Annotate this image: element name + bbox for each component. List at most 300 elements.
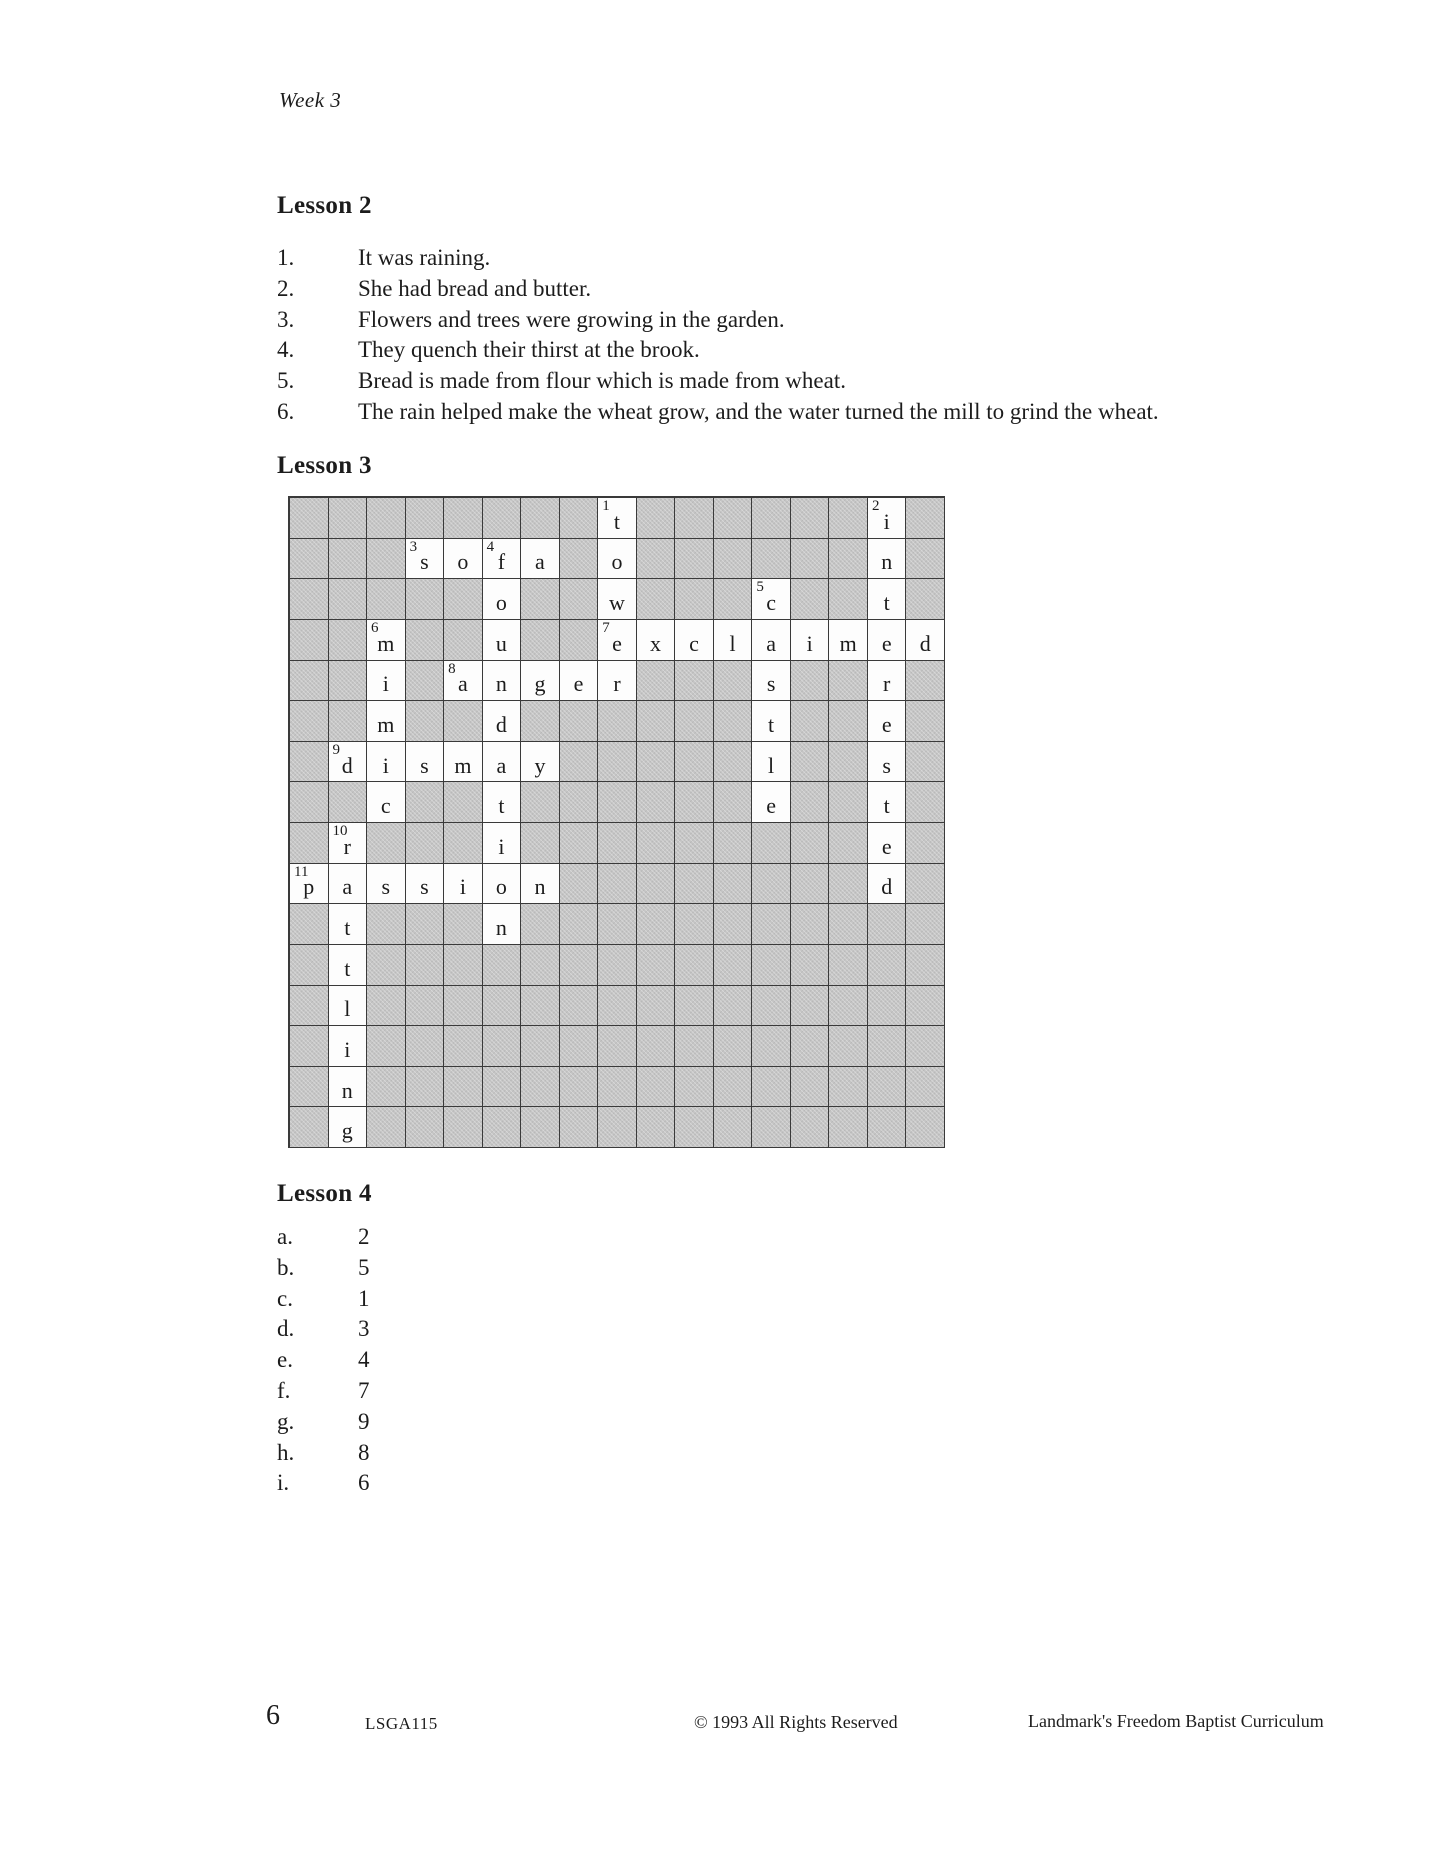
crossword-blocked-cell [290, 823, 329, 864]
crossword-blocked-cell [406, 904, 445, 945]
crossword-blocked-cell [521, 904, 560, 945]
answer-letter: e. [277, 1347, 293, 1373]
crossword-letter-cell [406, 539, 445, 580]
crossword-letter-cell [521, 864, 560, 905]
crossword-blocked-cell [829, 945, 868, 986]
crossword-blocked-cell [714, 661, 753, 702]
crossword-blocked-cell [367, 945, 406, 986]
crossword-blocked-cell [560, 1067, 599, 1108]
crossword-letter: c [766, 590, 776, 616]
crossword-letter: t [344, 955, 351, 981]
crossword-letter: o [495, 874, 507, 900]
crossword-letter: s [420, 752, 429, 778]
crossword-letter-cell [868, 539, 907, 580]
crossword-blocked-cell [906, 579, 945, 620]
crossword-letter: n [881, 549, 893, 575]
crossword-blocked-cell [675, 1067, 714, 1108]
crossword-blocked-cell [829, 782, 868, 823]
crossword-letter-cell [637, 620, 676, 661]
crossword-blocked-cell [675, 1107, 714, 1148]
answer-value: 6 [358, 1470, 370, 1496]
answer-number: 1. [277, 245, 295, 270]
crossword-blocked-cell [406, 661, 445, 702]
crossword-blocked-cell [829, 579, 868, 620]
crossword-blocked-cell [637, 986, 676, 1027]
crossword-letter: n [341, 1077, 353, 1103]
crossword-blocked-cell [483, 1026, 522, 1067]
crossword-blocked-cell [560, 823, 599, 864]
crossword-blocked-cell [675, 823, 714, 864]
crossword-blocked-cell [906, 539, 945, 580]
crossword-letter-cell [752, 701, 791, 742]
crossword-letter-cell [521, 539, 560, 580]
crossword-blocked-cell [290, 661, 329, 702]
crossword-blocked-cell [791, 823, 830, 864]
crossword-letter-cell [483, 782, 522, 823]
crossword-blocked-cell [714, 539, 753, 580]
crossword-blocked-cell [829, 1067, 868, 1108]
crossword-letter-cell [868, 498, 907, 539]
crossword-blocked-cell [791, 782, 830, 823]
crossword-blocked-cell [598, 904, 637, 945]
crossword-letter: t [498, 793, 505, 819]
crossword-blocked-cell [367, 986, 406, 1027]
crossword-clue-number: 8 [448, 660, 456, 677]
answer-item [277, 1222, 370, 1253]
answer-item [277, 1376, 370, 1407]
crossword-letter-cell [598, 498, 637, 539]
crossword-letter: l [729, 630, 736, 656]
crossword-blocked-cell [483, 498, 522, 539]
crossword-blocked-cell [714, 864, 753, 905]
crossword-letter: a [496, 752, 507, 778]
answer-value: 4 [358, 1347, 370, 1373]
crossword-letter: y [534, 752, 546, 778]
crossword-blocked-cell [714, 579, 753, 620]
crossword-clue-number: 4 [486, 538, 495, 555]
crossword-letter: e [573, 671, 584, 697]
crossword-blocked-cell [637, 701, 676, 742]
crossword-blocked-cell [483, 986, 522, 1027]
crossword-letter: o [495, 590, 507, 616]
answer-item [277, 366, 1377, 397]
crossword-blocked-cell [444, 1026, 483, 1067]
crossword-blocked-cell [829, 1026, 868, 1067]
crossword-blocked-cell [560, 945, 599, 986]
crossword-blocked-cell [791, 945, 830, 986]
copyright-notice: © 1993 All Rights Reserved [694, 1712, 898, 1732]
crossword-letter-cell [329, 1026, 368, 1067]
crossword-letter-cell [483, 620, 522, 661]
crossword-blocked-cell [714, 701, 753, 742]
crossword-letter-cell [367, 742, 406, 783]
crossword-letter-cell [367, 701, 406, 742]
crossword-blocked-cell [367, 1067, 406, 1108]
crossword-letter-cell [444, 742, 483, 783]
crossword-letter: c [380, 793, 391, 819]
crossword-blocked-cell [444, 498, 483, 539]
crossword-blocked-cell [406, 986, 445, 1027]
crossword-blocked-cell [906, 864, 945, 905]
crossword-blocked-cell [406, 498, 445, 539]
crossword-blocked-cell [367, 1026, 406, 1067]
crossword-blocked-cell [290, 1067, 329, 1108]
answer-letter: f. [277, 1377, 291, 1403]
crossword-letter-cell [444, 539, 483, 580]
lesson3-title: Lesson 3 [277, 452, 372, 479]
crossword-blocked-cell [637, 1026, 676, 1067]
crossword-blocked-cell [637, 742, 676, 783]
crossword-blocked-cell [675, 904, 714, 945]
crossword-blocked-cell [444, 1107, 483, 1148]
answer-item [277, 1345, 370, 1376]
crossword-blocked-cell [868, 1067, 907, 1108]
crossword-letter: a [342, 874, 353, 900]
crossword-blocked-cell [637, 864, 676, 905]
crossword-letter: t [344, 915, 351, 941]
crossword-letter: s [420, 549, 429, 575]
crossword-blocked-cell [675, 1026, 714, 1067]
crossword-letter: s [381, 874, 391, 900]
crossword-letter: i [382, 752, 389, 778]
crossword-letter: m [839, 630, 857, 656]
crossword-letter-cell [791, 620, 830, 661]
crossword-letter: l [768, 752, 775, 778]
crossword-blocked-cell [906, 498, 945, 539]
crossword-letter: x [650, 630, 662, 656]
crossword-blocked-cell [560, 986, 599, 1027]
crossword-letter-cell [329, 823, 368, 864]
crossword-blocked-cell [483, 1067, 522, 1108]
crossword-blocked-cell [868, 904, 907, 945]
crossword-letter: m [454, 752, 472, 778]
week-label: Week 3 [279, 88, 342, 112]
crossword-letter: c [689, 630, 699, 656]
crossword-letter: a [766, 630, 776, 656]
crossword-blocked-cell [791, 1067, 830, 1108]
crossword-letter-cell [329, 945, 368, 986]
crossword-blocked-cell [521, 579, 560, 620]
answer-letter: i. [277, 1470, 290, 1496]
crossword-letter-cell [868, 823, 907, 864]
crossword-blocked-cell [791, 742, 830, 783]
crossword-blocked-cell [444, 782, 483, 823]
crossword-blocked-cell [906, 904, 945, 945]
crossword-clue-number: 7 [602, 619, 610, 636]
crossword-blocked-cell [675, 945, 714, 986]
crossword-letter-cell [329, 864, 368, 905]
crossword-letter-cell [560, 661, 599, 702]
crossword-blocked-cell [290, 498, 329, 539]
crossword-blocked-cell [906, 782, 945, 823]
crossword-letter: w [609, 590, 625, 616]
crossword-blocked-cell [791, 1026, 830, 1067]
crossword-blocked-cell [290, 742, 329, 783]
crossword-letter-cell [714, 620, 753, 661]
answer-letter: a. [277, 1224, 293, 1249]
crossword-blocked-cell [791, 986, 830, 1027]
crossword-blocked-cell [637, 945, 676, 986]
answer-item [277, 1407, 370, 1438]
lesson4-title: Lesson 4 [277, 1180, 372, 1207]
crossword-blocked-cell [637, 579, 676, 620]
crossword-letter-cell [598, 579, 637, 620]
crossword-blocked-cell [329, 782, 368, 823]
crossword-letter-cell [752, 782, 791, 823]
crossword-letter: i [498, 833, 505, 859]
crossword-letter: u [495, 630, 507, 656]
crossword-letter-cell [367, 661, 406, 702]
crossword-blocked-cell [521, 1067, 560, 1108]
crossword-letter-cell [752, 742, 791, 783]
crossword-blocked-cell [868, 986, 907, 1027]
crossword-letter: f [497, 549, 506, 575]
crossword-letter-cell [829, 620, 868, 661]
answer-item [277, 1253, 370, 1284]
crossword-letter: n [495, 915, 507, 941]
crossword-blocked-cell [752, 904, 791, 945]
crossword-blocked-cell [444, 823, 483, 864]
crossword-blocked-cell [367, 904, 406, 945]
crossword-clue-number: 3 [409, 538, 418, 555]
crossword-blocked-cell [829, 864, 868, 905]
answer-item [277, 274, 1377, 305]
crossword-blocked-cell [406, 823, 445, 864]
crossword-letter: s [766, 671, 776, 697]
crossword-letter: e [766, 793, 776, 819]
crossword-blocked-cell [521, 823, 560, 864]
crossword-letter: d [919, 630, 931, 656]
answer-text: Flowers and trees were growing in the garden. [358, 306, 785, 332]
crossword-blocked-cell [791, 539, 830, 580]
crossword-blocked-cell [791, 661, 830, 702]
crossword-blocked-cell [714, 498, 753, 539]
crossword-blocked-cell [752, 864, 791, 905]
crossword-letter-cell [367, 620, 406, 661]
crossword-letter-cell [406, 864, 445, 905]
crossword-blocked-cell [560, 1107, 599, 1148]
crossword-blocked-cell [521, 782, 560, 823]
crossword-letter-cell [329, 742, 368, 783]
crossword-letter-cell [598, 620, 637, 661]
crossword-letter-cell [868, 620, 907, 661]
crossword-blocked-cell [560, 742, 599, 783]
crossword-blocked-cell [791, 1107, 830, 1148]
crossword-blocked-cell [444, 701, 483, 742]
crossword-letter-cell [329, 1107, 368, 1148]
crossword-letter-cell [483, 823, 522, 864]
crossword-letter-cell [868, 742, 907, 783]
crossword-letter-cell [483, 579, 522, 620]
crossword-letter-cell [752, 620, 791, 661]
crossword-blocked-cell [521, 986, 560, 1027]
crossword-blocked-cell [329, 620, 368, 661]
crossword-letter: t [883, 793, 890, 819]
answer-value: 2 [358, 1224, 370, 1249]
answer-value: 7 [358, 1377, 370, 1403]
crossword-blocked-cell [637, 539, 676, 580]
answer-letter: d. [277, 1316, 295, 1342]
crossword-blocked-cell [675, 539, 714, 580]
crossword-blocked-cell [521, 620, 560, 661]
crossword-clue-number: 9 [332, 741, 341, 758]
crossword-blocked-cell [714, 782, 753, 823]
crossword-letter: e [881, 711, 892, 737]
crossword-letter: r [883, 671, 891, 697]
crossword-blocked-cell [906, 986, 945, 1027]
crossword-blocked-cell [829, 701, 868, 742]
crossword-blocked-cell [637, 782, 676, 823]
crossword-letter: d [341, 752, 353, 778]
crossword-letter: i [806, 630, 813, 656]
crossword-blocked-cell [906, 823, 945, 864]
crossword-blocked-cell [714, 945, 753, 986]
crossword-letter-cell [521, 661, 560, 702]
crossword-blocked-cell [521, 945, 560, 986]
answer-number: 4. [277, 337, 295, 363]
crossword-letter-cell [290, 864, 329, 905]
crossword-blocked-cell [290, 1026, 329, 1067]
crossword-blocked-cell [675, 661, 714, 702]
crossword-letter-cell [868, 579, 907, 620]
answer-item [277, 335, 1377, 366]
crossword-blocked-cell [868, 1026, 907, 1067]
crossword-blocked-cell [290, 701, 329, 742]
crossword-blocked-cell [675, 579, 714, 620]
answer-letter: g. [277, 1408, 295, 1434]
crossword-blocked-cell [675, 864, 714, 905]
crossword-grid [288, 496, 945, 1148]
answer-text: She had bread and butter. [358, 275, 592, 301]
answer-item [277, 397, 1377, 428]
crossword-blocked-cell [714, 1067, 753, 1108]
crossword-letter-cell [598, 661, 637, 702]
crossword-blocked-cell [521, 701, 560, 742]
crossword-blocked-cell [752, 986, 791, 1027]
crossword-letter-cell [483, 904, 522, 945]
crossword-blocked-cell [521, 1026, 560, 1067]
crossword-letter: r [343, 833, 351, 859]
crossword-letter-cell [521, 742, 560, 783]
crossword-blocked-cell [290, 1107, 329, 1148]
crossword-blocked-cell [367, 498, 406, 539]
answer-item [277, 1284, 370, 1315]
crossword-letter: i [382, 671, 389, 697]
crossword-blocked-cell [829, 539, 868, 580]
crossword-blocked-cell [906, 742, 945, 783]
crossword-blocked-cell [406, 1107, 445, 1148]
crossword-blocked-cell [560, 1026, 599, 1067]
crossword-blocked-cell [906, 1026, 945, 1067]
crossword-blocked-cell [906, 1107, 945, 1148]
crossword-letter: a [535, 549, 545, 575]
crossword-letter: l [344, 996, 351, 1022]
crossword-blocked-cell [829, 742, 868, 783]
crossword-letter-cell [483, 742, 522, 783]
crossword-letter-cell [483, 864, 522, 905]
crossword-blocked-cell [290, 579, 329, 620]
crossword-blocked-cell [829, 904, 868, 945]
crossword-blocked-cell [329, 498, 368, 539]
crossword-blocked-cell [290, 782, 329, 823]
crossword-letter: e [881, 833, 892, 859]
crossword-letter-cell [868, 661, 907, 702]
crossword-letter-cell [444, 661, 483, 702]
crossword-blocked-cell [829, 661, 868, 702]
answer-item [277, 1314, 370, 1345]
crossword-blocked-cell [906, 701, 945, 742]
crossword-blocked-cell [598, 742, 637, 783]
crossword-blocked-cell [329, 701, 368, 742]
crossword-blocked-cell [752, 1107, 791, 1148]
crossword-blocked-cell [406, 1067, 445, 1108]
crossword-blocked-cell [791, 864, 830, 905]
crossword-letter: e [881, 630, 892, 656]
crossword-blocked-cell [714, 823, 753, 864]
crossword-blocked-cell [367, 539, 406, 580]
crossword-blocked-cell [598, 986, 637, 1027]
crossword-letter: o [611, 549, 623, 575]
crossword-letter: s [882, 752, 891, 778]
crossword-blocked-cell [560, 579, 599, 620]
crossword-letter-cell [367, 782, 406, 823]
crossword-blocked-cell [675, 701, 714, 742]
answer-item [277, 243, 1377, 274]
crossword-letter: e [612, 630, 622, 656]
crossword-blocked-cell [560, 498, 599, 539]
crossword-blocked-cell [598, 864, 637, 905]
crossword-blocked-cell [444, 945, 483, 986]
crossword-blocked-cell [829, 986, 868, 1027]
crossword-letter-cell [868, 864, 907, 905]
crossword-blocked-cell [290, 620, 329, 661]
answer-number: 2. [277, 275, 295, 301]
crossword-blocked-cell [598, 701, 637, 742]
crossword-blocked-cell [406, 620, 445, 661]
crossword-blocked-cell [444, 904, 483, 945]
crossword-letter: s [420, 874, 429, 900]
crossword-blocked-cell [675, 986, 714, 1027]
crossword-letter-cell [598, 539, 637, 580]
crossword-letter-cell [675, 620, 714, 661]
crossword-letter: d [495, 711, 507, 737]
answer-letter: b. [277, 1254, 295, 1280]
crossword-letter-cell [906, 620, 945, 661]
crossword-blocked-cell [444, 1067, 483, 1108]
crossword-blocked-cell [906, 1067, 945, 1108]
crossword-blocked-cell [598, 782, 637, 823]
answer-value: 1 [358, 1285, 370, 1311]
crossword-letter: p [303, 874, 315, 900]
crossword-letter-cell [752, 579, 791, 620]
crossword-blocked-cell [406, 782, 445, 823]
crossword-blocked-cell [598, 1107, 637, 1148]
crossword-letter-cell [483, 661, 522, 702]
crossword-letter-cell [868, 782, 907, 823]
crossword-blocked-cell [906, 661, 945, 702]
crossword-blocked-cell [637, 823, 676, 864]
crossword-clue-number: 5 [756, 579, 764, 596]
lesson2-answer-list [277, 243, 1377, 428]
answer-value: 3 [358, 1316, 370, 1342]
crossword-blocked-cell [637, 1067, 676, 1108]
crossword-blocked-cell [829, 1107, 868, 1148]
crossword-blocked-cell [290, 986, 329, 1027]
crossword-letter-cell [752, 661, 791, 702]
crossword-letter: n [534, 874, 546, 900]
crossword-blocked-cell [290, 945, 329, 986]
crossword-letter-cell [868, 701, 907, 742]
